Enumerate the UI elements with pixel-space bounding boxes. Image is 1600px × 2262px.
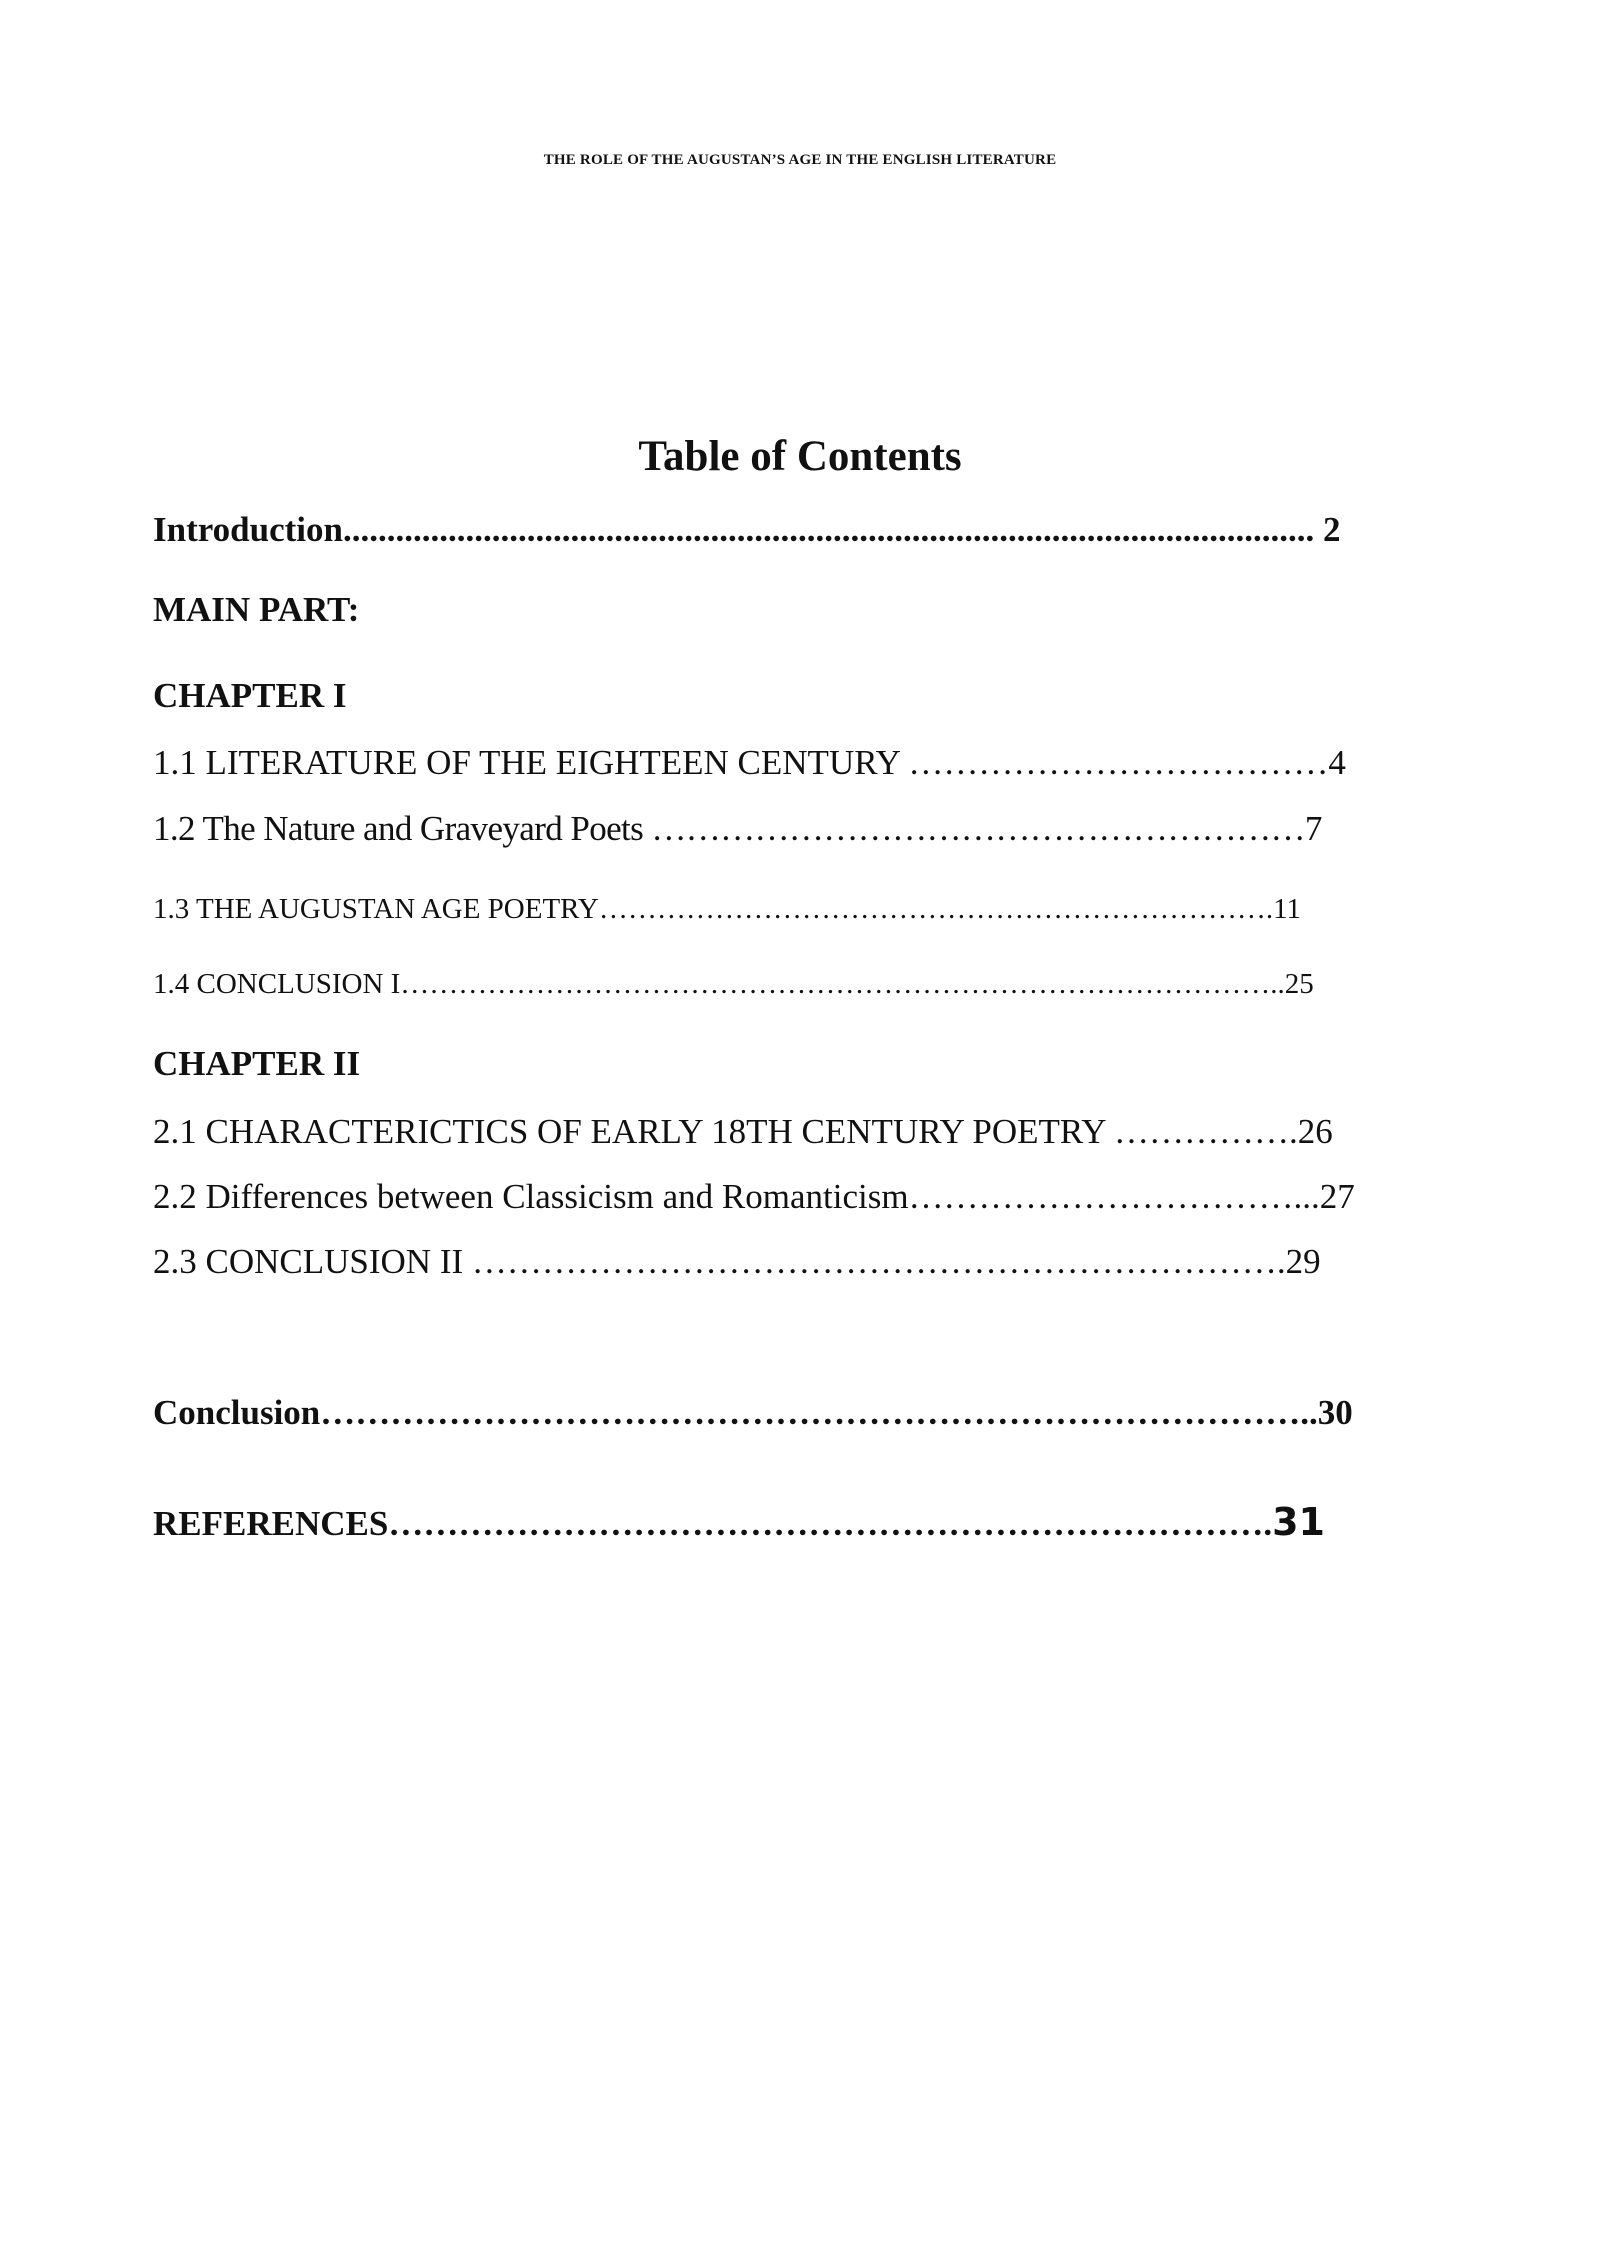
document-title: THE ROLE OF THE AUGUSTAN’S AGE IN THE ENGLISH LITERATURE bbox=[543, 152, 1057, 168]
toc-heading: Table of Contents bbox=[638, 433, 962, 480]
toc-entry-references-label: REFERENCES…………………………………………………………………. bbox=[153, 1504, 1273, 1543]
toc-entry-conclusion[interactable]: Conclusion…………………………………………………………………………..30 bbox=[153, 1393, 1353, 1432]
toc-entry-introduction[interactable] bbox=[153, 510, 1340, 550]
toc-entry-1-4[interactable]: 1.4 CONCLUSION I………………………………………………………………………………..25 bbox=[153, 968, 1314, 1000]
toc-entry-1-2[interactable]: 1.2 The Nature and Graveyard Poets …………………………………………………7 bbox=[153, 809, 1322, 848]
toc-entry-1-1[interactable]: 1.1 LITERATURE OF THE EIGHTEEN CENTURY ………………………………4 bbox=[153, 743, 1346, 782]
toc-entry-1-3[interactable]: 1.3 THE AUGUSTAN AGE POETRY…………………………………………………………….11 bbox=[153, 893, 1302, 925]
toc-entry-introduction-label: Introduction............................................................................................................... bbox=[153, 510, 1315, 549]
toc-entry-references[interactable] bbox=[153, 1500, 1325, 1544]
toc-chapter-1-heading: CHAPTER I bbox=[153, 676, 347, 715]
toc-main-part-heading: MAIN PART: bbox=[153, 590, 360, 629]
toc-entry-references-page: 31 bbox=[1272, 1500, 1325, 1544]
toc-entry-2-2[interactable]: 2.2 Differences between Classicism and Romanticism……………………………...27 bbox=[153, 1177, 1355, 1216]
toc-entry-2-1[interactable]: 2.1 CHARACTERICTICS OF EARLY 18TH CENTURY POETRY …………….26 bbox=[153, 1112, 1333, 1151]
toc-entry-2-3[interactable]: 2.3 CONCLUSION II …………………………………………………………….29 bbox=[153, 1242, 1321, 1281]
toc-entry-introduction-page: 2 bbox=[1314, 510, 1341, 549]
toc-chapter-2-heading: CHAPTER II bbox=[153, 1044, 361, 1083]
